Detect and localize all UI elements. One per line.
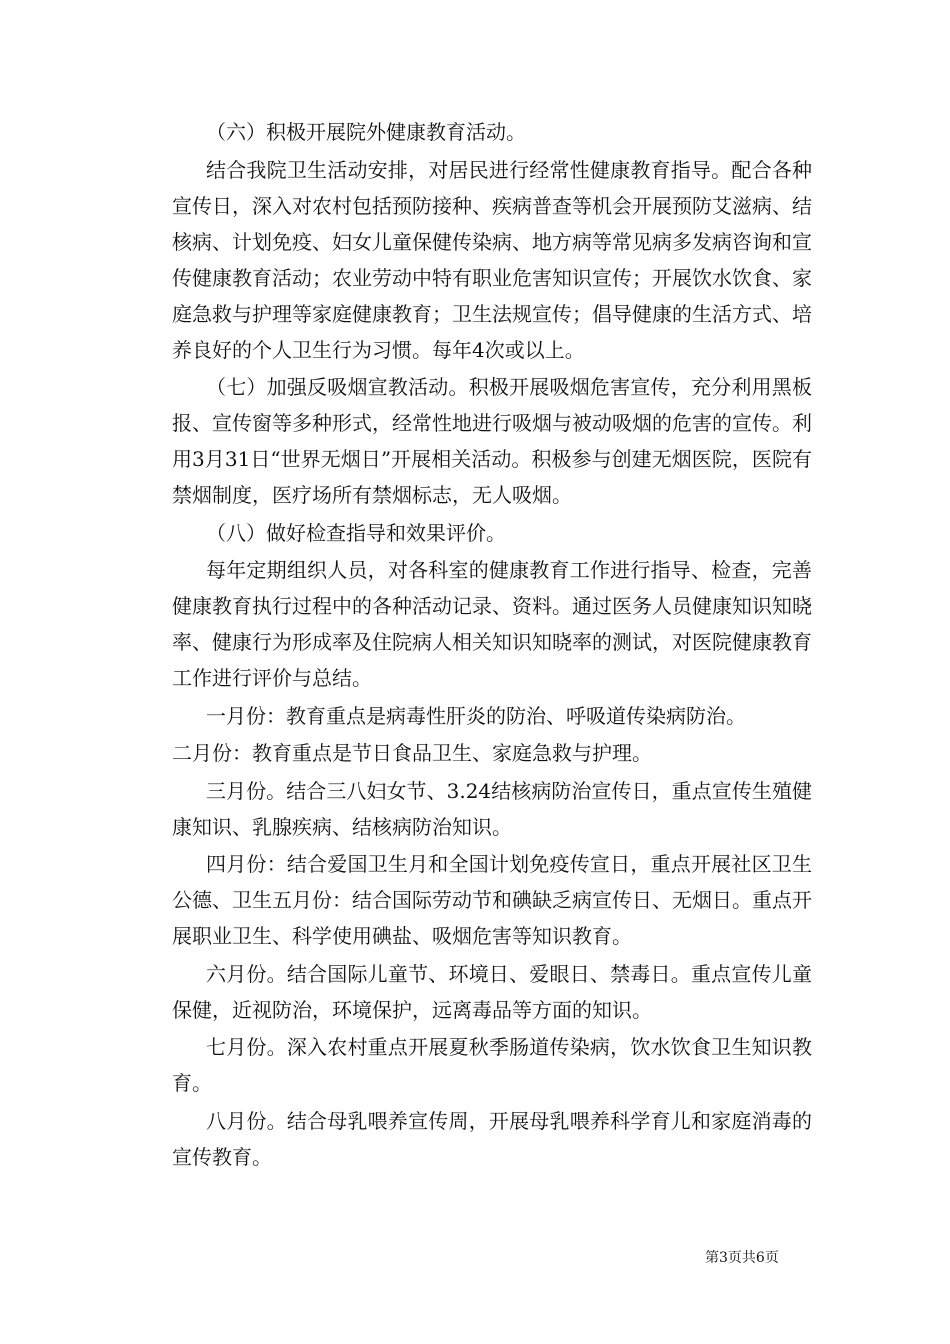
month-april-may: 四月份：结合爱国卫生月和全国计划免疫传宣日，重点开展社区卫生公德、卫生五月份：结合国际劳动节和碘缺乏病宣传日、无烟日。重点开展职业卫生、科学使用碘盐、吸烟危害等知识教育。 [172,852,812,948]
month-july: 七月份。深入农村重点开展夏秋季肠道传染病，饮水饮食卫生知识教育。 [172,1035,812,1095]
heading-seven-antismoking: （七）加强反吸烟宣教活动。积极开展吸烟危害宣传，充分利用黑板报、宣传窗等多种形式，经常性地进行吸烟与被动吸烟的危害的宣传。利用3月31日“世界无烟日”开展相关活动。积极参与创建无烟医院，医院有禁烟制度，医疗场所有禁烟标志，无人吸烟。 [172,375,812,507]
heading-eight: （八）做好检查指导和效果评价。 [206,520,506,545]
heading-six: （六）积极开展院外健康教育活动。 [206,120,526,144]
month-august: 八月份。结合母乳喂养宣传周，开展母乳喂养科学育儿和家庭消毒的宣传教育。 [172,1108,812,1169]
page-number: 第3页共6页 [705,1250,779,1266]
month-june: 六月份。结合国际儿童节、环境日、爱眼日、禁毒日。重点宣传儿童保健，近视防治，环境保护，远离毒品等方面的知识。 [172,961,812,1022]
document-body [172,114,812,1176]
paragraph-outreach: 结合我院卫生活动安排，对居民进行经常性健康教育指导。配合各种宣传日，深入对农村包括预防接种、疾病普查等机会开展预防艾滋病、结核病、计划免疫、妇女儿童保健传染病、地方病等常见病多发病咨询和宣传健康教育活动；农业劳动中特有职业危害知识宣传；开展饮水饮食、家庭急救与护理等家庭健康教育；卫生法规宣传；倡导健康的生活方式、培养良好的个人卫生行为习惯。每年4次或以上。 [172,157,812,362]
month-january: 一月份：教育重点是病毒性肝炎的防治、呼吸道传染病防治。 [206,703,746,728]
month-march: 三月份。结合三八妇女节、3.24结核病防治宣传日，重点宣传生殖健康知识、乳腺疾病、结核病防治知识。 [172,778,812,839]
paragraph-evaluation: 每年定期组织人员，对各科室的健康教育工作进行指导、检查，完善健康教育执行过程中的各种活动记录、资料。通过医务人员健康知识知晓率、健康行为形成率及住院病人相关知识知晓率的测试，对医院健康教育工作进行评价与总结。 [172,558,812,690]
month-february: 二月份：教育重点是节日食品卫生、家庭急救与护理。 [172,741,652,765]
